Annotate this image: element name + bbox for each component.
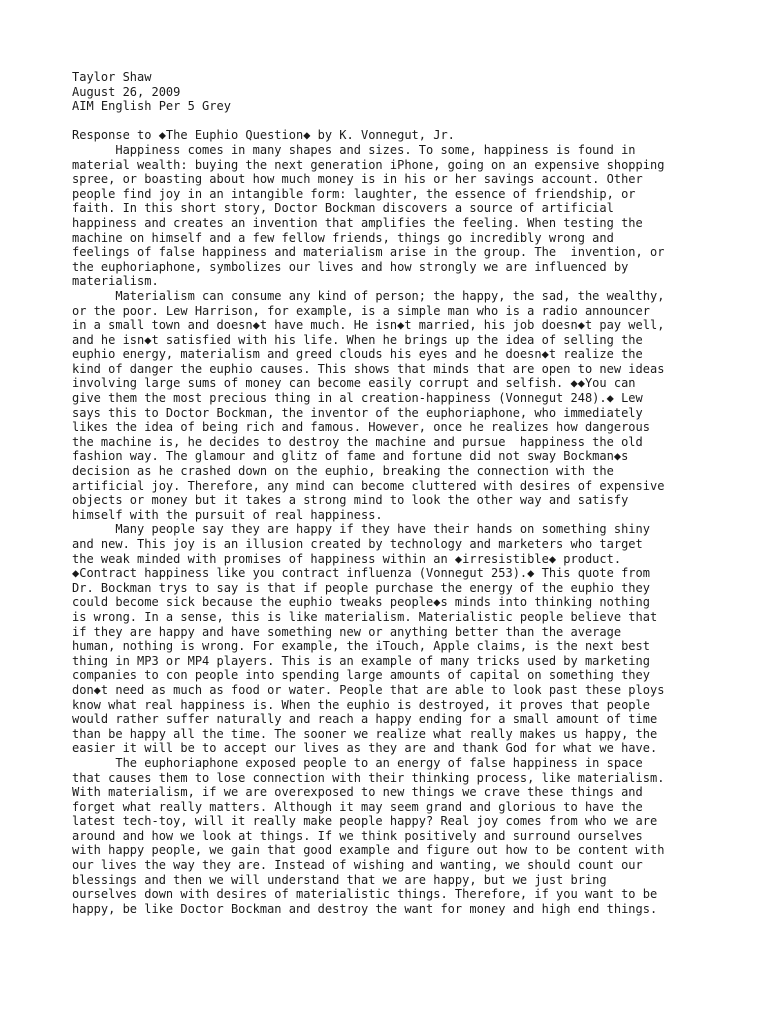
text-line: people find joy in an intangible form: laughter, the essence of friendship, or bbox=[72, 186, 636, 201]
text-line: Dr. Bockman trys to say is that if people purchase the energy of the euphio they bbox=[72, 580, 650, 595]
text-line: forget what really matters. Although it may seem grand and glorious to have the bbox=[72, 799, 643, 814]
text-line: says this to Doctor Bockman, the inventor of the euphoriaphone, who immediately bbox=[72, 405, 643, 420]
text-line: around and how we look at things. If we think positively and surround ourselves bbox=[72, 828, 643, 843]
text-line: the euphoriaphone, symbolizes our lives and how strongly we are influenced by bbox=[72, 259, 629, 274]
document-date: August 26, 2009 bbox=[72, 84, 181, 99]
text-line: or the poor. Lew Harrison, for example, is a simple man who is a radio announcer bbox=[72, 303, 650, 318]
text-line: give them the most precious thing in al creation-happiness (Vonnegut 248).◆ Lew bbox=[72, 391, 643, 406]
text-line: human, nothing is wrong. For example, the iTouch, Apple claims, is the next best bbox=[72, 639, 650, 654]
text-line: easier it will be to accept our lives as they are and thank God for what we have. bbox=[72, 741, 658, 756]
text-line: materialism. bbox=[72, 274, 159, 289]
text-line: is wrong. In a sense, this is like materialism. Materialistic people believe that bbox=[72, 609, 658, 624]
paragraph bbox=[72, 756, 712, 917]
text-line: Happiness comes in many shapes and sizes. To some, happiness is found in bbox=[72, 142, 636, 157]
text-line: thing in MP3 or MP4 players. This is an example of many tricks used by marketing bbox=[72, 653, 650, 668]
text-line: decision as he crashed down on the euphio, breaking the connection with the bbox=[72, 464, 614, 479]
text-line: and new. This joy is an illusion created by technology and marketers who target bbox=[72, 537, 643, 551]
document-page bbox=[72, 70, 712, 916]
text-line: don◆t need as much as food or water. People that are able to look past these ploys bbox=[72, 682, 665, 697]
text-line: blessings and then we will understand that we are happy, but we just bring bbox=[72, 872, 607, 887]
class-info: AIM English Per 5 Grey bbox=[72, 99, 231, 114]
text-line: that causes them to lose connection with their thinking process, like materialism. bbox=[72, 770, 665, 785]
text-line: euphio energy, materialism and greed clouds his eyes and he doesn◆t realize the bbox=[72, 347, 643, 362]
text-line: ◆Contract happiness like you contract influenza (Vonnegut 253).◆ This quote from bbox=[72, 566, 650, 581]
paragraph bbox=[72, 289, 712, 523]
text-line: likes the idea of being rich and famous. However, once he realizes how dangerous bbox=[72, 420, 650, 435]
text-line: material wealth: buying the next generation iPhone, going on an expensive shopping bbox=[72, 157, 665, 172]
text-line: the machine is, he decides to destroy the machine and pursue happiness the old bbox=[72, 434, 643, 449]
text-line: artificial joy. Therefore, any mind can become cluttered with desires of expensive bbox=[72, 478, 665, 493]
text-line: in a small town and doesn◆t have much. He isn◆t married, his job doesn◆t pay well, bbox=[72, 318, 665, 333]
text-line: with happy people, we gain that good example and figure out how to be content with bbox=[72, 843, 665, 858]
text-line: With materialism, if we are overexposed to new things we crave these things and bbox=[72, 785, 643, 800]
text-line: latest tech-toy, will it really make people happy? Real joy comes from who we are bbox=[72, 814, 658, 829]
text-line: happy, be like Doctor Bockman and destroy the want for money and high end things. bbox=[72, 901, 658, 916]
text-line: the weak minded with promises of happiness within an ◆irresistible◆ product. bbox=[72, 551, 622, 566]
essay-title: Response to ◆The Euphio Question◆ by K. Vonnegut, Jr. bbox=[72, 128, 455, 143]
author-name: Taylor Shaw bbox=[72, 70, 152, 84]
text-line: himself with the pursuit of real happiness. bbox=[72, 507, 383, 522]
text-line: involving large sums of money can become easily corrupt and selfish. ◆◆You can bbox=[72, 376, 636, 391]
spacer bbox=[72, 114, 712, 129]
essay-body bbox=[72, 143, 712, 916]
paragraph bbox=[72, 522, 712, 756]
text-line: machine on himself and a few fellow friends, things go incredibly wrong and bbox=[72, 230, 614, 245]
text-line: happiness and creates an invention that amplifies the feeling. When testing the bbox=[72, 215, 643, 230]
text-line: would rather suffer naturally and reach a happy ending for a small amount of time bbox=[72, 712, 658, 727]
text-line: The euphoriaphone exposed people to an energy of false happiness in space bbox=[72, 755, 643, 770]
text-line: companies to con people into spending large amounts of capital on something they bbox=[72, 668, 650, 683]
text-line: if they are happy and have something new or anything better than the average bbox=[72, 624, 622, 639]
text-line: Many people say they are happy if they have their hands on something shiny bbox=[72, 522, 650, 537]
text-line: kind of danger the euphio causes. This shows that minds that are open to new ideas bbox=[72, 361, 665, 376]
paragraph bbox=[72, 143, 712, 289]
text-line: faith. In this short story, Doctor Bockman discovers a source of artificial bbox=[72, 201, 614, 216]
text-line: ourselves down with desires of materialistic things. Therefore, if you want to be bbox=[72, 887, 658, 902]
text-line: spree, or boasting about how much money is in his or her savings account. Other bbox=[72, 172, 643, 187]
text-line: objects or money but it takes a strong mind to look the other way and satisfy bbox=[72, 493, 629, 508]
text-line: fashion way. The glamour and glitz of fame and fortune did not sway Bockman◆s bbox=[72, 449, 629, 464]
text-line: Materialism can consume any kind of person; the happy, the sad, the wealthy, bbox=[72, 288, 665, 303]
text-line: and he isn◆t satisfied with his life. When he brings up the idea of selling the bbox=[72, 332, 643, 347]
text-line: feelings of false happiness and materialism arise in the group. The invention, or bbox=[72, 245, 665, 260]
text-line: our lives the way they are. Instead of wishing and wanting, we should count our bbox=[72, 858, 643, 873]
text-line: than be happy all the time. The sooner we realize what really makes us happy, the bbox=[72, 726, 658, 741]
text-line: know what real happiness is. When the euphio is destroyed, it proves that people bbox=[72, 697, 650, 712]
text-line: could become sick because the euphio tweaks people◆s minds into thinking nothing bbox=[72, 595, 650, 610]
